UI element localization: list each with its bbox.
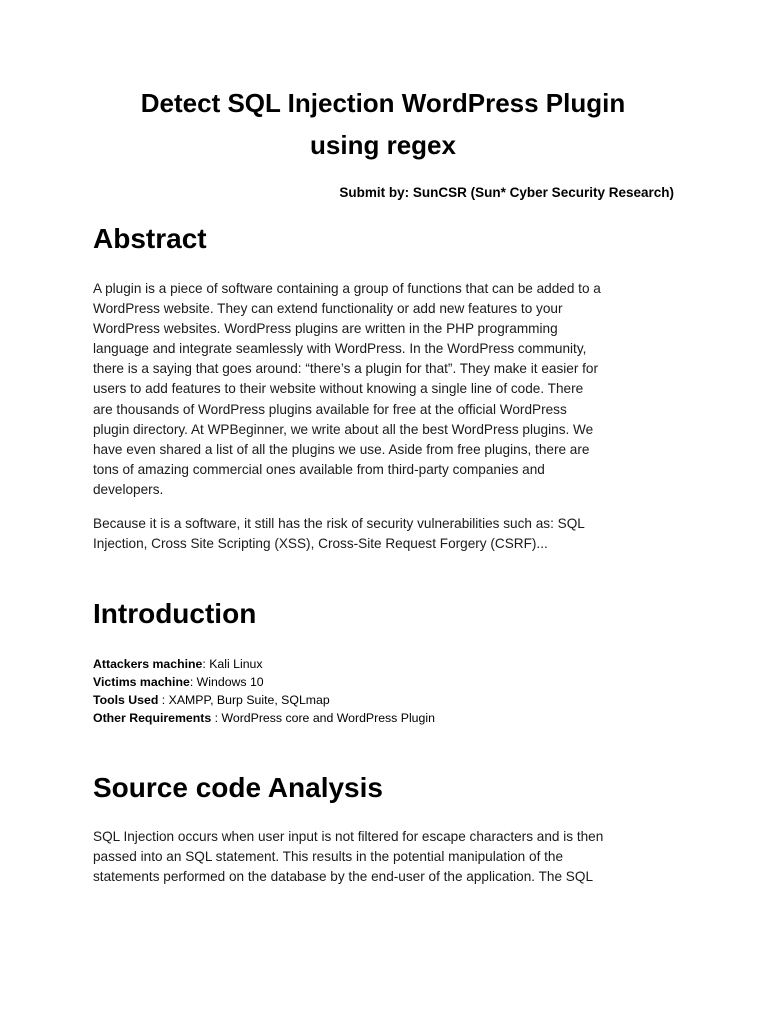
- abstract-paragraph-1: [93, 279, 685, 500]
- abstract-p1-line: there is a saying that goes around: “there’s a plugin for that”. They make it easier for: [93, 361, 599, 377]
- abstract-p1-line: users to add features to their website without knowing a single line of code. There: [93, 381, 584, 397]
- source-code-line: SQL Injection occurs when user input is not filtered for escape characters and is then: [93, 829, 604, 844]
- abstract-p2-line: Injection, Cross Site Scripting (XSS), Cross-Site Request Forgery (CSRF)...: [93, 536, 548, 552]
- source-code-paragraph: [93, 827, 685, 887]
- intro-item-value: Kali Linux: [209, 657, 263, 671]
- intro-item-value: WordPress core and WordPress Plugin: [221, 711, 435, 725]
- document-title-line-1: Detect SQL Injection WordPress Plugin: [140, 88, 626, 118]
- abstract-p1-line: tons of amazing commercial ones available from third-party companies and: [93, 461, 545, 477]
- abstract-p1-line: WordPress websites. WordPress plugins are written in the PHP programming: [93, 321, 558, 337]
- abstract-p1-line: WordPress website. They can extend functionality or add new features to your: [93, 301, 563, 317]
- source-code-analysis-heading: Source code Analysis: [93, 772, 383, 803]
- intro-item-label: Tools Used: [93, 693, 159, 707]
- intro-item-value: XAMPP, Burp Suite, SQLmap: [168, 693, 330, 707]
- intro-item-victims-machine: [93, 673, 435, 691]
- abstract-paragraph-2: [93, 514, 685, 554]
- abstract-p1-line: are thousands of WordPress plugins available for free at the official WordPress: [93, 401, 567, 417]
- source-code-line: passed into an SQL statement. This results in the potential manipulation of the: [93, 849, 564, 865]
- intro-item-other-requirements: [93, 709, 435, 727]
- intro-item-label: Victims machine: [93, 675, 190, 689]
- intro-item-value: Windows 10: [196, 675, 264, 689]
- intro-item-attackers-machine: [93, 655, 435, 673]
- abstract-p1-line: plugin directory. At WPBeginner, we write about all the best WordPress plugins. We: [93, 421, 594, 437]
- abstract-p1-line: developers.: [93, 481, 164, 497]
- intro-item-label: Attackers machine: [93, 657, 203, 671]
- introduction-heading: Introduction: [93, 598, 257, 629]
- intro-item-separator: :: [202, 657, 210, 671]
- intro-item-separator: :: [189, 675, 197, 689]
- abstract-heading: Abstract: [93, 223, 207, 254]
- document-title-line-2: using regex: [310, 130, 456, 160]
- intro-item-tools-used: [93, 691, 435, 709]
- abstract-p2-line: Because it is a software, it still has the risk of security vulnerabilities such as: SQL: [93, 516, 585, 531]
- intro-item-label: Other Requirements: [93, 711, 212, 725]
- abstract-p1-line: have even shared a list of all the plugins we use. Aside from free plugins, there are: [93, 441, 590, 457]
- introduction-list: [93, 655, 435, 727]
- intro-item-separator: :: [211, 711, 222, 725]
- abstract-p1-line: A plugin is a piece of software containing a group of functions that can be added to a: [93, 281, 601, 296]
- intro-item-separator: :: [158, 693, 169, 707]
- abstract-p1-line: language and integrate seamlessly with WordPress. In the WordPress community,: [93, 341, 587, 357]
- submit-by-line: Submit by: SunCSR (Sun* Cyber Security Research): [339, 185, 674, 200]
- source-code-line: statements performed on the database by the end-user of the application. The SQL: [93, 869, 594, 885]
